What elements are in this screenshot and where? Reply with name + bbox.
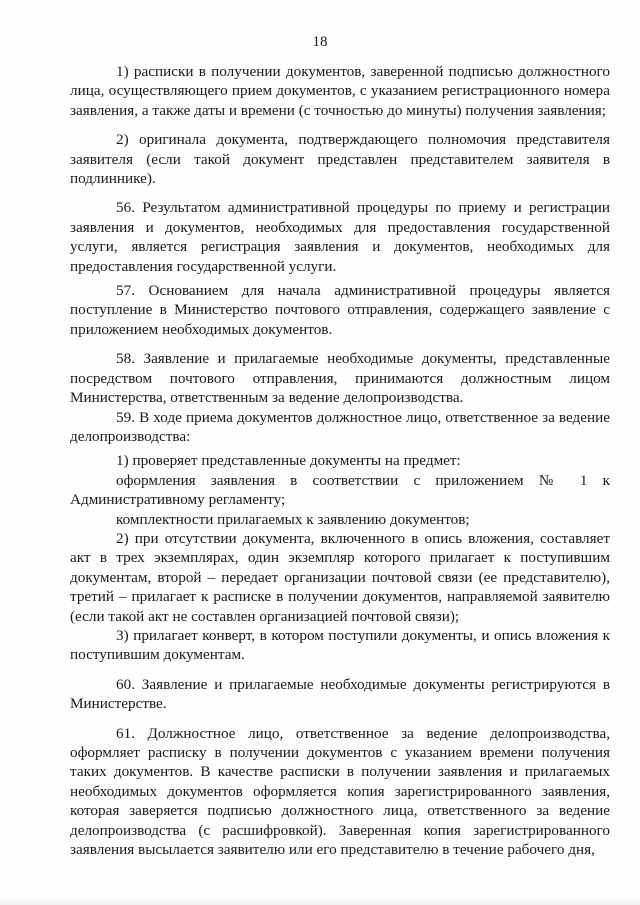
page-number: 18 [312,34,328,50]
paragraph-59-item-2: 2) при отсутствии документа, включенного в опись вложения, составляет акт в трех экземплярах, один экземпляр которого прилагает к поступившим документам, второй – передает организации почтовой связи (ее представителю), третий – прилагает к расписке в получении документов, направляемой заявителю (если такой акт не составлен организацией почтовой связи); [70,529,610,625]
paragraph-58: 58. Заявление и прилагаемые необходимые документы, представленные посредством почтового отправления, принимаются должностным лицом Министерства, ответственным за ведение делопроизводства. [70,350,610,407]
paragraph-59-item-1-form: оформления заявления в соответствии с приложением № 1 к Административному регламенту; [70,471,610,509]
paragraph-61: 61. Должностное лицо, ответственное за ведение делопроизводства, оформляет расписку в получении документов с указанием времени получения таких документов. В качестве расписки в получении заявления и прилагаемых необходимых документов оформляется копия зарегистрированного заявления, которая заверяется подписью должностного лица, ответственного за ведение делопроизводства (с расшифровкой). Заверенная копия зарегистрированного заявления высылается заявителю или его представителю в течение рабочего дня, [70,724,610,859]
paragraph-57: 57. Основанием для начала административной процедуры является поступление в Министерство почтового отправления, содержащего заявление с приложением необходимых документов. [70,282,610,338]
paragraph-59-item-1-completeness: комплектности прилагаемых к заявлению документов; [116,510,470,528]
paragraph-receipt-item-2: 2) оригинала документа, подтверждающего полномочия представителя заявителя (если такой документ представлен представителем заявителя в подлиннике). [70,131,610,188]
scan-edge-shadow [0,899,640,905]
paragraph-59-item-3: 3) прилагает конверт, в котором поступили документы, и опись вложения к поступившим документам. [70,626,610,664]
paragraph-56: 56. Результатом административной процедуры по приему и регистрации заявления и документов, необходимых для предоставления государственной услуги, является регистрация заявления и документов, необходимых для предоставления государственной услуги. [70,199,610,275]
paragraph-59: 59. В ходе приема документов должностное лицо, ответственное за ведение делопроизводства: [70,408,610,445]
paragraph-receipt-item-1: 1) расписки в получении документов, заверенной подписью должностного лица, осуществляющего прием документов, с указанием регистрационного номера заявления, а также даты и времени (с точностью до минуты) получения заявления; [70,63,610,119]
paragraph-59-item-1: 1) проверяет представленные документы на предмет: [116,452,461,470]
paragraph-60: 60. Заявление и прилагаемые необходимые документы регистрируются в Министерстве. [70,675,610,713]
document-body [70,62,610,859]
